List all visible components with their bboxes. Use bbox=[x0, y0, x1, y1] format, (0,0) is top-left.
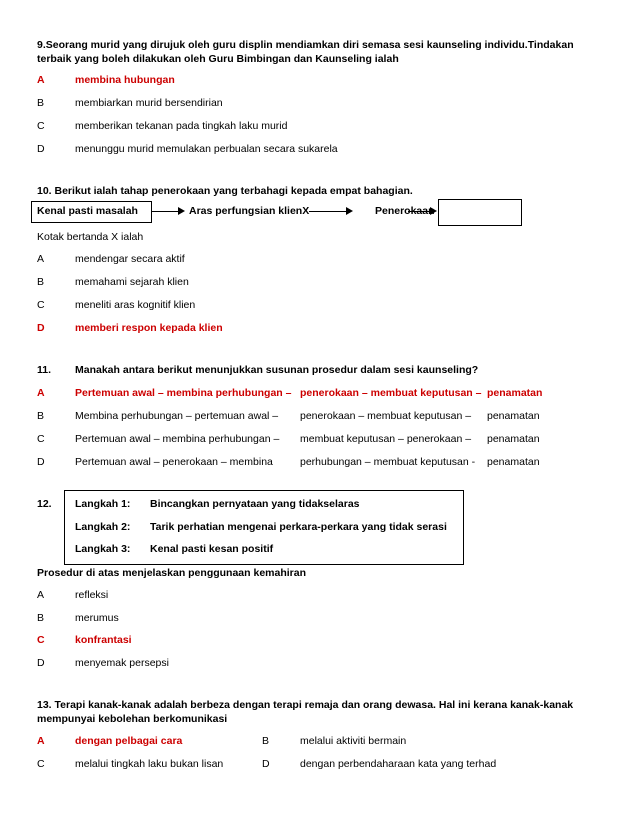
q10-option-a-letter: A bbox=[37, 253, 45, 265]
q12-option-d-letter: D bbox=[37, 657, 45, 669]
flow-arrow-2-head bbox=[346, 207, 353, 215]
q10-option-a-text: mendengar secara aktif bbox=[75, 253, 185, 265]
q9-stem-line2: terbaik yang boleh dilakukan oleh Guru Bimbingan dan Kaunseling ialah bbox=[37, 53, 399, 65]
q12-option-b-letter: B bbox=[37, 612, 45, 624]
q11-option-d-col3: penamatan bbox=[487, 456, 540, 468]
q11-option-a-col1: Pertemuan awal – membina perhubungan – bbox=[75, 387, 292, 399]
flow-arrow-3 bbox=[408, 211, 431, 212]
flow-arrow-1-head bbox=[178, 207, 185, 215]
q13-option-b-text: melalui aktiviti bermain bbox=[300, 735, 407, 747]
q9-option-b-letter: B bbox=[37, 97, 45, 109]
q11-option-b-letter: B bbox=[37, 410, 45, 422]
q12-step3-text: Kenal pasti kesan positif bbox=[150, 543, 274, 555]
q12-option-a-letter: A bbox=[37, 589, 45, 601]
flow-box-1-label: Kenal pasti masalah bbox=[37, 205, 138, 217]
q11-option-c-letter: C bbox=[37, 433, 45, 445]
flow-box-2-label: Aras perfungsian klienX bbox=[189, 205, 310, 217]
q11-option-d-col1: Pertemuan awal – penerokaan – membina bbox=[75, 456, 273, 468]
q12-number: 12. bbox=[37, 498, 52, 510]
q11-option-b-col1: Membina perhubungan – pertemuan awal – bbox=[75, 410, 279, 422]
q12-option-d-text: menyemak persepsi bbox=[75, 657, 169, 669]
q12-option-b-text: merumus bbox=[75, 612, 119, 624]
q9-option-d-text: menunggu murid memulakan perbualan secara sukarela bbox=[75, 143, 338, 155]
q9-option-c-text: memberikan tekanan pada tingkah laku murid bbox=[75, 120, 288, 132]
q10-option-d-text: memberi respon kepada klien bbox=[75, 322, 223, 334]
q12-step3-label: Langkah 3: bbox=[75, 543, 131, 555]
q10-sub-stem: Kotak bertanda X ialah bbox=[37, 231, 144, 243]
q10-option-d-letter: D bbox=[37, 322, 45, 334]
q13-option-d-text: dengan perbendaharaan kata yang terhad bbox=[300, 758, 497, 770]
q9-option-c-letter: C bbox=[37, 120, 45, 132]
flow-box-4 bbox=[438, 199, 522, 226]
q12-step1-label: Langkah 1: bbox=[75, 498, 131, 510]
q10-option-c-letter: C bbox=[37, 299, 45, 311]
q11-option-c-col2: membuat keputusan – penerokaan – bbox=[300, 433, 472, 445]
q11-option-a-col2: penerokaan – membuat keputusan – bbox=[300, 387, 482, 399]
q13-option-c-text: melalui tingkah laku bukan lisan bbox=[75, 758, 224, 770]
q9-option-a-letter: A bbox=[37, 74, 45, 86]
q9-option-b-text: membiarkan murid bersendirian bbox=[75, 97, 223, 109]
q12-option-c-letter: C bbox=[37, 634, 45, 646]
q12-option-c-text: konfrantasi bbox=[75, 634, 132, 646]
q11-number: 11. bbox=[37, 364, 52, 376]
q9-option-a-text: membina hubungan bbox=[75, 74, 175, 86]
q10-option-c-text: meneliti aras kognitif klien bbox=[75, 299, 196, 311]
q11-option-d-col2: perhubungan – membuat keputusan - bbox=[300, 456, 476, 468]
q11-stem: Manakah antara berikut menunjukkan susunan prosedur dalam sesi kaunseling? bbox=[75, 364, 479, 376]
q13-option-c-letter: C bbox=[37, 758, 45, 770]
q12-step1-text: Bincangkan pernyataan yang tidakselaras bbox=[150, 498, 360, 510]
flow-arrow-1 bbox=[152, 211, 179, 212]
q11-option-a-letter: A bbox=[37, 387, 45, 399]
q9-option-d-letter: D bbox=[37, 143, 45, 155]
q11-option-d-letter: D bbox=[37, 456, 45, 468]
q9-stem-line1: 9.Seorang murid yang dirujuk oleh guru displin mendiamkan diri semasa sesi kaunseling individu.Tindakan bbox=[37, 39, 574, 51]
q13-option-a-letter: A bbox=[37, 735, 45, 747]
flow-box-3-label: Penerokaan bbox=[375, 205, 435, 217]
q13-option-b-letter: B bbox=[262, 735, 270, 747]
q10-option-b-text: memahami sejarah klien bbox=[75, 276, 189, 288]
flow-arrow-3-head bbox=[430, 207, 437, 215]
q13-stem-line1: 13. Terapi kanak-kanak adalah berbeza dengan terapi remaja dan orang dewasa. Hal ini kerana kanak-kanak bbox=[37, 699, 574, 711]
q10-option-b-letter: B bbox=[37, 276, 45, 288]
q11-option-c-col3: penamatan bbox=[487, 433, 540, 445]
q13-option-d-letter: D bbox=[262, 758, 270, 770]
q13-stem-line2: mempunyai kebolehan berkomunikasi bbox=[37, 713, 228, 725]
flow-arrow-2 bbox=[309, 211, 347, 212]
q12-step2-label: Langkah 2: bbox=[75, 521, 131, 533]
q11-option-c-col1: Pertemuan awal – membina perhubungan – bbox=[75, 433, 280, 445]
q11-option-b-col2: penerokaan – membuat keputusan – bbox=[300, 410, 472, 422]
q11-option-a-col3: penamatan bbox=[487, 387, 543, 399]
q12-stem: Prosedur di atas menjelaskan penggunaan kemahiran bbox=[37, 567, 307, 579]
q11-option-b-col3: penamatan bbox=[487, 410, 540, 422]
q10-stem: 10. Berikut ialah tahap penerokaan yang terbahagi kepada empat bahagian. bbox=[37, 185, 413, 197]
q13-option-a-text: dengan pelbagai cara bbox=[75, 735, 183, 747]
q12-step2-text: Tarik perhatian mengenai perkara-perkara yang tidak serasi bbox=[150, 521, 447, 533]
q12-option-a-text: refleksi bbox=[75, 589, 109, 601]
